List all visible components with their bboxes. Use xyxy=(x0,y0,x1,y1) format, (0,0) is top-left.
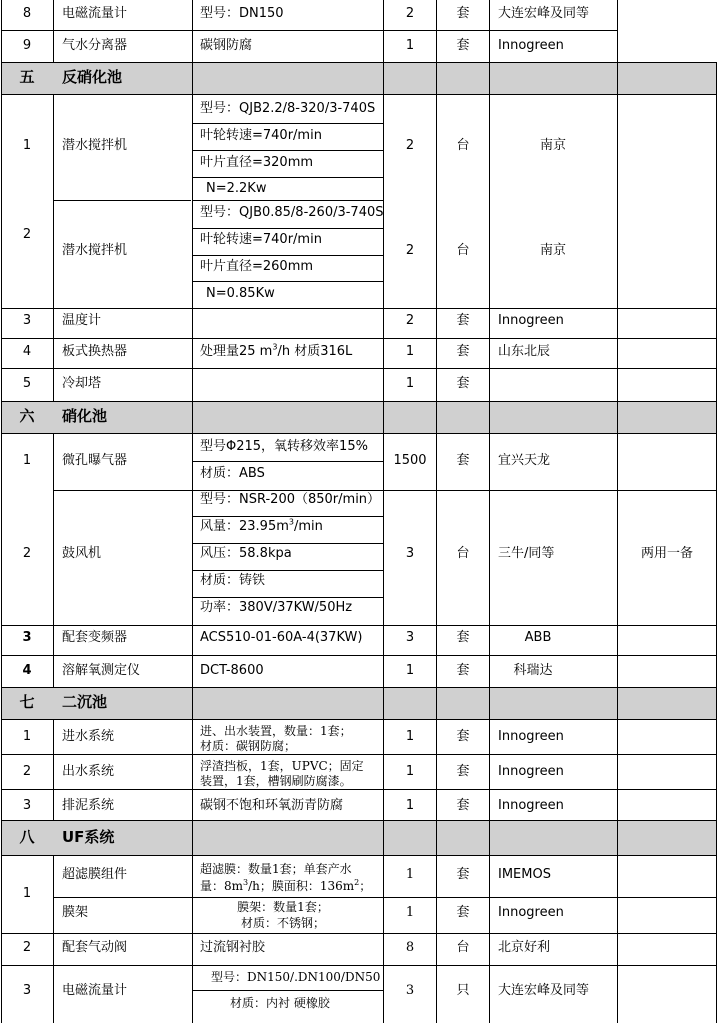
item-spec: 风压：58.8kpa xyxy=(200,546,292,561)
item-maker: Innogreen xyxy=(498,905,564,920)
item-spec: 叶片直径=320mm xyxy=(200,155,314,170)
item-spec: 材质：ABS xyxy=(200,466,265,481)
item-spec: 材质：铸铁 xyxy=(200,573,266,588)
item-qty: 1 xyxy=(405,729,415,744)
item-qty: 3 xyxy=(405,630,415,645)
item-qty: 1 xyxy=(405,376,415,391)
item-spec: DCT-8600 xyxy=(200,663,264,678)
item-spec: 膜架：数量1套； xyxy=(237,900,329,914)
item-qty: 1 xyxy=(405,764,415,779)
item-unit: 套 xyxy=(456,6,470,21)
item-maker: Innogreen xyxy=(498,798,564,813)
section-6-band xyxy=(1,401,717,433)
row-no: 3 xyxy=(22,313,32,328)
item-maker: IMEMOS xyxy=(498,867,551,882)
item-note: 两用一备 xyxy=(640,546,694,561)
item-name: 出水系统 xyxy=(62,764,115,779)
item-maker: 宜兴天龙 xyxy=(498,453,551,468)
item-name: 微孔曝气器 xyxy=(62,453,128,468)
item-name: 电磁流量计 xyxy=(62,983,128,998)
item-spec: N=2.2Kw xyxy=(206,181,267,196)
item-spec: 叶轮转速=740r/min xyxy=(200,232,322,247)
item-qty: 2 xyxy=(405,138,415,153)
section-title: UF系统 xyxy=(62,828,115,846)
item-maker: Innogreen xyxy=(498,764,564,779)
item-unit: 套 xyxy=(456,630,470,645)
item-name: 潜水搅拌机 xyxy=(62,243,128,258)
item-name: 膜架 xyxy=(62,905,89,920)
item-name: 溶解氧测定仪 xyxy=(62,663,141,678)
item-spec: 叶轮转速=740r/min xyxy=(200,128,322,143)
row-no: 3 xyxy=(22,630,32,645)
item-spec: 型号：NSR-200（850r/min） xyxy=(200,492,381,507)
item-name: 鼓风机 xyxy=(62,546,102,561)
item-spec: 装置，1套，槽钢刷防腐漆。 xyxy=(200,774,352,788)
item-spec: 型号Φ215，氧转移效率15% xyxy=(200,439,368,454)
item-unit: 套 xyxy=(456,376,470,391)
item-qty: 1 xyxy=(405,344,415,359)
item-spec: 碳钢防腐 xyxy=(200,38,253,53)
item-unit: 台 xyxy=(456,546,470,561)
item-name: 配套气动阀 xyxy=(62,940,128,955)
item-maker: ABB xyxy=(524,630,552,645)
item-unit: 只 xyxy=(456,983,470,998)
item-qty: 1 xyxy=(405,867,415,882)
item-spec: 量：$8m^3/h$；膜面积：$136m^2$； xyxy=(200,878,372,893)
item-maker: 北京好利 xyxy=(498,940,551,955)
item-qty: 1 xyxy=(405,798,415,813)
item-spec: 进、出水装置，数量：1套； xyxy=(200,724,352,738)
item-name: 气水分离器 xyxy=(62,38,128,53)
item-spec: 型号：QJB2.2/8-320/3-740S xyxy=(200,101,376,116)
row-no: 2 xyxy=(22,940,32,955)
row-no: 4 xyxy=(22,663,32,678)
item-maker: 科瑞达 xyxy=(513,663,553,678)
section-no: 五 xyxy=(19,68,35,86)
item-spec: 处理量25 $m^3/h$ 材质316L xyxy=(200,342,353,359)
row-no: 1 xyxy=(22,453,32,468)
item-name: 排泥系统 xyxy=(62,798,115,813)
item-unit: 套 xyxy=(456,344,470,359)
item-qty: 2 xyxy=(405,313,415,328)
item-name: 进水系统 xyxy=(62,729,115,744)
item-unit: 套 xyxy=(456,663,470,678)
row-no: 1 xyxy=(22,886,32,901)
section-no: 八 xyxy=(19,828,35,846)
item-spec: 碳钢不饱和环氧沥青防腐 xyxy=(200,798,344,813)
item-spec: 过流钢衬胶 xyxy=(200,940,266,955)
item-qty: 1500 xyxy=(393,453,427,468)
item-unit: 套 xyxy=(456,798,470,813)
section-no: 六 xyxy=(19,407,35,425)
row-no: 2 xyxy=(22,546,32,561)
item-unit: 套 xyxy=(456,38,470,53)
item-name: 超滤膜组件 xyxy=(62,867,128,882)
row-no: 1 xyxy=(22,729,32,744)
item-name: 潜水搅拌机 xyxy=(62,138,128,153)
section-no: 七 xyxy=(19,693,35,711)
item-qty: 8 xyxy=(405,940,415,955)
row-no: 2 xyxy=(22,227,32,242)
row-no: 1 xyxy=(22,138,32,153)
item-name: 板式换热器 xyxy=(62,344,128,359)
item-unit: 套 xyxy=(456,313,470,328)
row-no: 3 xyxy=(22,983,32,998)
item-maker: 大连宏峰及同等 xyxy=(498,6,590,21)
item-spec: 功率：380V/37KW/50Hz xyxy=(200,600,353,615)
item-qty: 1 xyxy=(405,905,415,920)
item-spec: ACS510-01-60A-4(37KW) xyxy=(200,630,363,645)
item-maker: 山东北辰 xyxy=(498,344,551,359)
item-name: 电磁流量计 xyxy=(62,6,128,21)
item-spec: 材质：不锈钢； xyxy=(240,916,326,930)
item-qty: 2 xyxy=(405,6,415,21)
item-spec: 叶片直径=260mm xyxy=(200,259,314,274)
item-unit: 台 xyxy=(456,243,470,258)
item-unit: 台 xyxy=(456,138,470,153)
item-spec: 材质：内衬 硬橡胶 xyxy=(230,996,330,1010)
section-title: 反硝化池 xyxy=(62,68,123,86)
item-spec: 超滤膜：数量1套；单套产水 xyxy=(200,862,352,876)
item-spec: 材质：碳钢防腐； xyxy=(200,739,297,753)
item-name: 温度计 xyxy=(62,313,102,328)
item-spec: 型号：DN150/.DN100/DN50 xyxy=(211,970,381,984)
item-maker: Innogreen xyxy=(498,38,564,53)
item-name: 冷却塔 xyxy=(62,376,102,391)
item-unit: 套 xyxy=(456,764,470,779)
item-unit: 台 xyxy=(456,940,470,955)
row-no: 8 xyxy=(22,6,32,21)
item-qty: 3 xyxy=(405,546,415,561)
section-title: 二沉池 xyxy=(62,693,108,711)
item-qty: 1 xyxy=(405,38,415,53)
item-qty: 2 xyxy=(405,243,415,258)
item-maker: Innogreen xyxy=(498,729,564,744)
item-maker: 大连宏峰及同等 xyxy=(498,983,590,998)
item-maker: Innogreen xyxy=(498,313,564,328)
item-maker: 南京 xyxy=(539,138,567,153)
item-qty: 3 xyxy=(405,983,415,998)
item-unit: 套 xyxy=(456,729,470,744)
item-spec: 型号：QJB0.85/8-260/3-740S xyxy=(200,205,384,220)
item-spec: N=0.85Kw xyxy=(206,286,275,301)
item-unit: 套 xyxy=(456,453,470,468)
row-no: 9 xyxy=(22,38,32,53)
section-7-band xyxy=(1,687,717,719)
row-no: 4 xyxy=(22,344,32,359)
item-spec: 型号：DN150 xyxy=(200,6,284,21)
item-qty: 1 xyxy=(405,663,415,678)
item-spec: 风量：$23.95m^3/\min$ xyxy=(200,517,323,534)
row-no: 5 xyxy=(22,376,32,391)
item-maker: 三牛/同等 xyxy=(498,546,555,561)
item-unit: 套 xyxy=(456,867,470,882)
item-spec: 浮渣挡板，1套，UPVC；固定 xyxy=(200,759,364,773)
item-unit: 套 xyxy=(456,905,470,920)
item-maker: 南京 xyxy=(539,243,567,258)
item-name: 配套变频器 xyxy=(62,630,128,645)
row-no: 2 xyxy=(22,764,32,779)
section-title: 硝化池 xyxy=(62,407,108,425)
row-no: 3 xyxy=(22,798,32,813)
